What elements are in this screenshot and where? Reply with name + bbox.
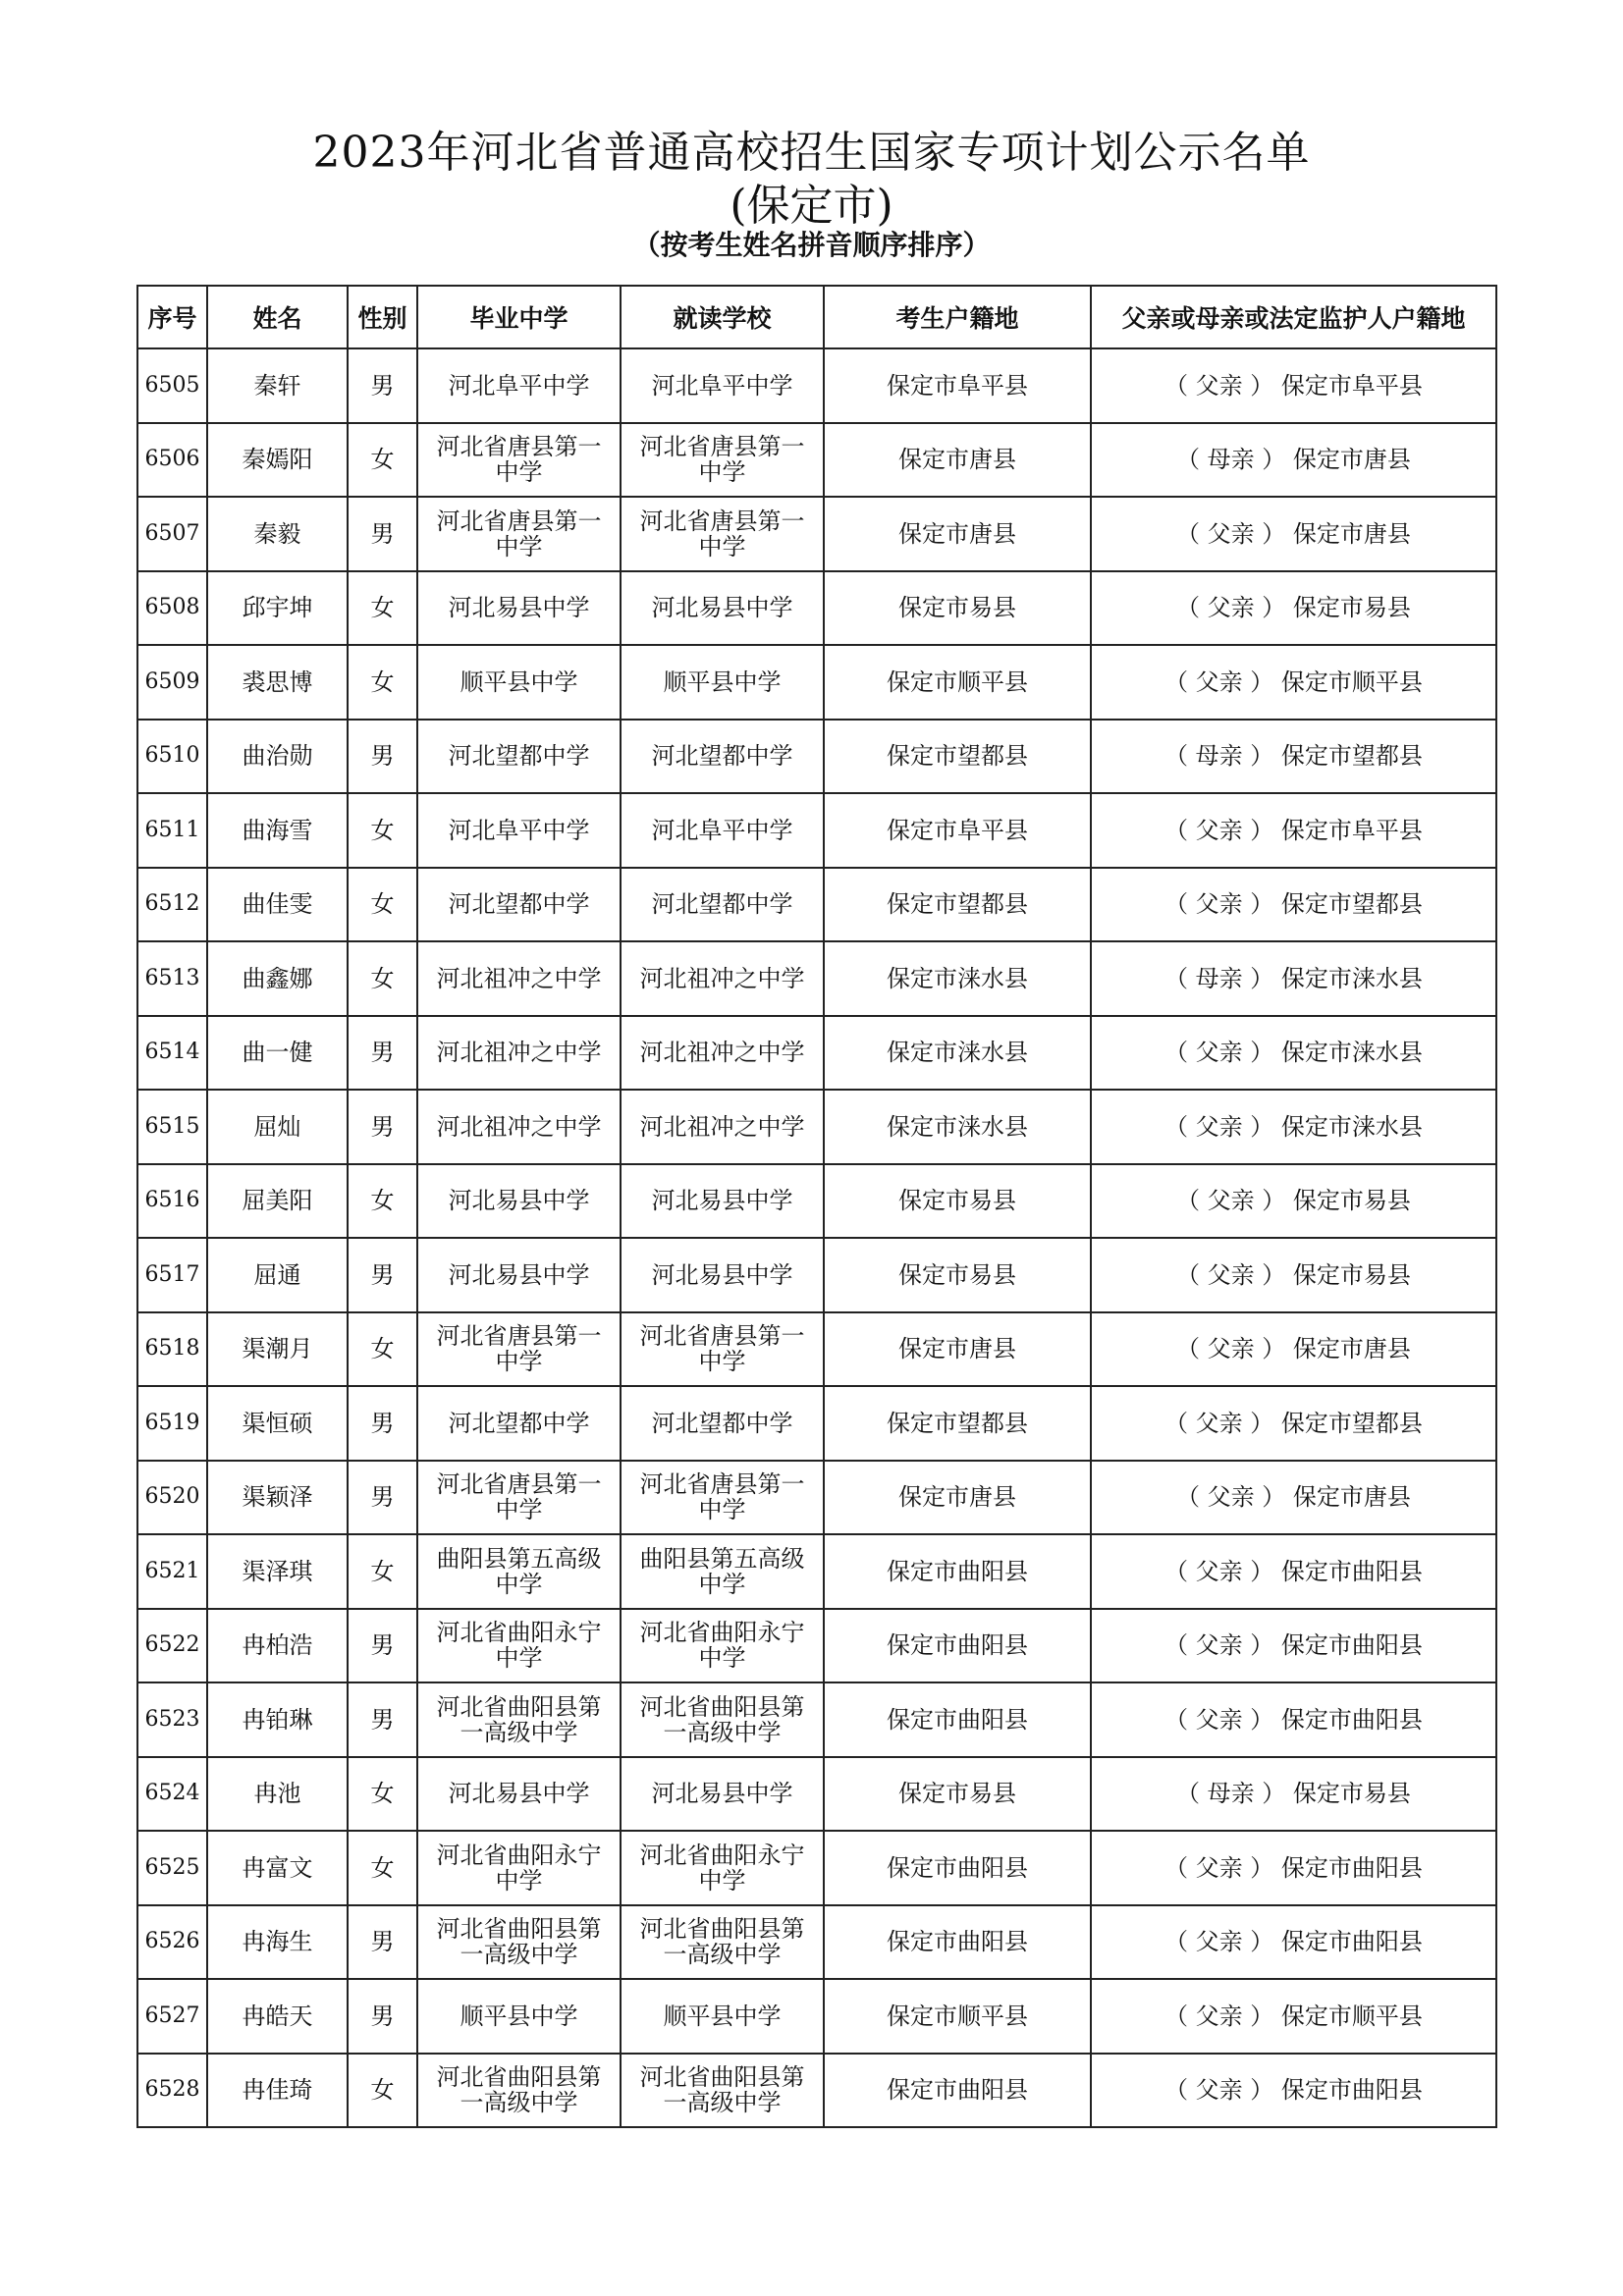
cell-graduated-school: 河北省曲阳永宁中学	[417, 1609, 621, 1683]
cell-graduated-school: 河北阜平中学	[417, 793, 621, 868]
table-row	[137, 1238, 1496, 1312]
cell-name: 渠泽琪	[207, 1534, 348, 1609]
cell-current-school: 河北祖冲之中学	[621, 1090, 824, 1164]
cell-student-hukou: 保定市曲阳县	[824, 1534, 1091, 1609]
cell-current-school: 河北省曲阳永宁中学	[621, 1609, 824, 1683]
cell-index: 6510	[137, 720, 207, 794]
cell-student-hukou: 保定市易县	[824, 1164, 1091, 1239]
cell-guardian-hukou: （ 父亲 ） 保定市阜平县	[1091, 793, 1496, 868]
cell-graduated-school: 河北祖冲之中学	[417, 1090, 621, 1164]
cell-index: 6518	[137, 1312, 207, 1387]
table-row	[137, 1979, 1496, 2054]
cell-name: 屈通	[207, 1238, 348, 1312]
document-subtitle: (保定市)	[730, 181, 893, 231]
cell-guardian-hukou: （ 父亲 ） 保定市易县	[1091, 1238, 1496, 1312]
cell-graduated-school: 曲阳县第五高级中学	[417, 1534, 621, 1609]
cell-name: 冉柏浩	[207, 1609, 348, 1683]
table-row	[137, 1461, 1496, 1535]
cell-index: 6526	[137, 1905, 207, 1980]
cell-guardian-hukou: （ 父亲 ） 保定市曲阳县	[1091, 1905, 1496, 1980]
cell-guardian-hukou: （ 父亲 ） 保定市易县	[1091, 571, 1496, 646]
table-row	[137, 941, 1496, 1016]
cell-student-hukou: 保定市曲阳县	[824, 1609, 1091, 1683]
cell-index: 6512	[137, 868, 207, 942]
cell-guardian-hukou: （ 母亲 ） 保定市易县	[1091, 1757, 1496, 1832]
header-cell-index: 序号	[137, 286, 207, 348]
cell-graduated-school: 河北阜平中学	[417, 348, 621, 423]
cell-gender: 男	[348, 1386, 417, 1461]
cell-gender: 女	[348, 941, 417, 1016]
cell-current-school: 河北省曲阳县第一高级中学	[621, 1905, 824, 1980]
cell-name: 秦嫣阳	[207, 423, 348, 498]
cell-graduated-school: 河北省唐县第一中学	[417, 423, 621, 498]
table-row	[137, 1682, 1496, 1757]
cell-student-hukou: 保定市曲阳县	[824, 1682, 1091, 1757]
cell-guardian-hukou: （ 父亲 ） 保定市易县	[1091, 1164, 1496, 1239]
cell-current-school: 河北省唐县第一中学	[621, 423, 824, 498]
cell-current-school: 曲阳县第五高级中学	[621, 1534, 824, 1609]
cell-name: 冉皓天	[207, 1979, 348, 2054]
cell-gender: 男	[348, 348, 417, 423]
cell-name: 秦轩	[207, 348, 348, 423]
cell-current-school: 河北祖冲之中学	[621, 1016, 824, 1091]
cell-graduated-school: 河北易县中学	[417, 1238, 621, 1312]
cell-guardian-hukou: （ 父亲 ） 保定市曲阳县	[1091, 1609, 1496, 1683]
cell-index: 6508	[137, 571, 207, 646]
cell-gender: 男	[348, 1682, 417, 1757]
table-row	[137, 720, 1496, 794]
cell-index: 6520	[137, 1461, 207, 1535]
cell-gender: 男	[348, 1461, 417, 1535]
cell-name: 冉佳琦	[207, 2054, 348, 2128]
cell-index: 6505	[137, 348, 207, 423]
cell-current-school: 河北省唐县第一中学	[621, 497, 824, 571]
cell-graduated-school: 河北易县中学	[417, 571, 621, 646]
cell-student-hukou: 保定市顺平县	[824, 645, 1091, 720]
header-cell-name: 姓名	[207, 286, 348, 348]
cell-current-school: 河北省曲阳县第一高级中学	[621, 1682, 824, 1757]
cell-graduated-school: 河北望都中学	[417, 1386, 621, 1461]
cell-guardian-hukou: （ 母亲 ） 保定市望都县	[1091, 720, 1496, 794]
cell-name: 秦毅	[207, 497, 348, 571]
cell-current-school: 河北阜平中学	[621, 793, 824, 868]
cell-index: 6516	[137, 1164, 207, 1239]
cell-gender: 女	[348, 2054, 417, 2128]
cell-name: 屈灿	[207, 1090, 348, 1164]
cell-gender: 女	[348, 793, 417, 868]
cell-graduated-school: 河北易县中学	[417, 1757, 621, 1832]
cell-index: 6523	[137, 1682, 207, 1757]
table-row	[137, 1016, 1496, 1091]
cell-guardian-hukou: （ 父亲 ） 保定市涞水县	[1091, 1016, 1496, 1091]
header-cell-gender: 性别	[348, 286, 417, 348]
cell-student-hukou: 保定市涞水县	[824, 941, 1091, 1016]
cell-guardian-hukou: （ 父亲 ） 保定市望都县	[1091, 868, 1496, 942]
document-title: 2023年河北省普通高校招生国家专项计划公示名单	[312, 128, 1311, 178]
cell-student-hukou: 保定市曲阳县	[824, 2054, 1091, 2128]
cell-graduated-school: 河北祖冲之中学	[417, 1016, 621, 1091]
cell-gender: 男	[348, 1090, 417, 1164]
cell-gender: 女	[348, 1164, 417, 1239]
cell-name: 裘思博	[207, 645, 348, 720]
cell-index: 6521	[137, 1534, 207, 1609]
cell-student-hukou: 保定市唐县	[824, 423, 1091, 498]
cell-gender: 男	[348, 720, 417, 794]
cell-student-hukou: 保定市曲阳县	[824, 1905, 1091, 1980]
cell-student-hukou: 保定市顺平县	[824, 1979, 1091, 2054]
cell-student-hukou: 保定市易县	[824, 1757, 1091, 1832]
roster-table	[136, 285, 1497, 2128]
table-row	[137, 348, 1496, 423]
cell-student-hukou: 保定市望都县	[824, 720, 1091, 794]
cell-guardian-hukou: （ 母亲 ） 保定市唐县	[1091, 423, 1496, 498]
roster-body	[137, 348, 1496, 2127]
cell-current-school: 河北望都中学	[621, 720, 824, 794]
cell-current-school: 河北祖冲之中学	[621, 941, 824, 1016]
cell-name: 曲治勋	[207, 720, 348, 794]
cell-guardian-hukou: （ 父亲 ） 保定市涞水县	[1091, 1090, 1496, 1164]
cell-gender: 男	[348, 497, 417, 571]
cell-student-hukou: 保定市望都县	[824, 1386, 1091, 1461]
cell-graduated-school: 河北望都中学	[417, 720, 621, 794]
cell-graduated-school: 河北省曲阳县第一高级中学	[417, 1682, 621, 1757]
cell-guardian-hukou: （ 父亲 ） 保定市唐县	[1091, 497, 1496, 571]
cell-index: 6522	[137, 1609, 207, 1683]
cell-graduated-school: 河北望都中学	[417, 868, 621, 942]
cell-gender: 女	[348, 1757, 417, 1832]
cell-current-school: 河北省曲阳永宁中学	[621, 1831, 824, 1905]
cell-current-school: 河北省唐县第一中学	[621, 1312, 824, 1387]
cell-name: 冉富文	[207, 1831, 348, 1905]
cell-guardian-hukou: （ 父亲 ） 保定市阜平县	[1091, 348, 1496, 423]
cell-guardian-hukou: （ 父亲 ） 保定市顺平县	[1091, 645, 1496, 720]
table-row	[137, 1757, 1496, 1832]
cell-graduated-school: 河北易县中学	[417, 1164, 621, 1239]
cell-gender: 男	[348, 1238, 417, 1312]
cell-student-hukou: 保定市阜平县	[824, 793, 1091, 868]
table-row	[137, 571, 1496, 646]
table-row	[137, 1164, 1496, 1239]
sort-note: （按考生姓名拼音顺序排序）	[632, 229, 991, 261]
cell-name: 渠颖泽	[207, 1461, 348, 1535]
cell-student-hukou: 保定市易县	[824, 1238, 1091, 1312]
cell-name: 曲佳雯	[207, 868, 348, 942]
cell-guardian-hukou: （ 父亲 ） 保定市唐县	[1091, 1461, 1496, 1535]
table-row	[137, 1905, 1496, 1980]
table-row	[137, 497, 1496, 571]
table-row	[137, 423, 1496, 498]
cell-index: 6525	[137, 1831, 207, 1905]
cell-student-hukou: 保定市唐县	[824, 497, 1091, 571]
cell-current-school: 河北望都中学	[621, 868, 824, 942]
cell-index: 6515	[137, 1090, 207, 1164]
cell-guardian-hukou: （ 母亲 ） 保定市涞水县	[1091, 941, 1496, 1016]
cell-current-school: 顺平县中学	[621, 1979, 824, 2054]
cell-graduated-school: 河北省曲阳县第一高级中学	[417, 1905, 621, 1980]
table-row	[137, 1609, 1496, 1683]
cell-index: 6506	[137, 423, 207, 498]
cell-gender: 女	[348, 868, 417, 942]
cell-graduated-school: 顺平县中学	[417, 1979, 621, 2054]
header-cell-guardian-hukou: 父亲或母亲或法定监护人户籍地	[1091, 286, 1496, 348]
table-row	[137, 1312, 1496, 1387]
cell-index: 6524	[137, 1757, 207, 1832]
cell-name: 曲鑫娜	[207, 941, 348, 1016]
cell-student-hukou: 保定市曲阳县	[824, 1831, 1091, 1905]
table-row	[137, 645, 1496, 720]
cell-graduated-school: 河北省唐县第一中学	[417, 1312, 621, 1387]
cell-gender: 女	[348, 1312, 417, 1387]
cell-student-hukou: 保定市阜平县	[824, 348, 1091, 423]
cell-current-school: 河北易县中学	[621, 1164, 824, 1239]
cell-gender: 男	[348, 1609, 417, 1683]
cell-student-hukou: 保定市易县	[824, 571, 1091, 646]
cell-guardian-hukou: （ 父亲 ） 保定市曲阳县	[1091, 1534, 1496, 1609]
cell-guardian-hukou: （ 父亲 ） 保定市唐县	[1091, 1312, 1496, 1387]
cell-index: 6527	[137, 1979, 207, 2054]
cell-index: 6519	[137, 1386, 207, 1461]
table-row	[137, 1534, 1496, 1609]
cell-name: 渠潮月	[207, 1312, 348, 1387]
cell-index: 6517	[137, 1238, 207, 1312]
cell-name: 邱宇坤	[207, 571, 348, 646]
cell-graduated-school: 河北祖冲之中学	[417, 941, 621, 1016]
header-cell-graduated-school: 毕业中学	[417, 286, 621, 348]
cell-index: 6528	[137, 2054, 207, 2128]
cell-current-school: 河北易县中学	[621, 1757, 824, 1832]
cell-guardian-hukou: （ 父亲 ） 保定市曲阳县	[1091, 1831, 1496, 1905]
cell-graduated-school: 顺平县中学	[417, 645, 621, 720]
cell-student-hukou: 保定市唐县	[824, 1461, 1091, 1535]
cell-graduated-school: 河北省唐县第一中学	[417, 1461, 621, 1535]
cell-current-school: 河北易县中学	[621, 571, 824, 646]
cell-index: 6513	[137, 941, 207, 1016]
cell-gender: 男	[348, 1979, 417, 2054]
cell-index: 6509	[137, 645, 207, 720]
table-row	[137, 2054, 1496, 2128]
cell-gender: 女	[348, 423, 417, 498]
cell-gender: 女	[348, 645, 417, 720]
cell-graduated-school: 河北省唐县第一中学	[417, 497, 621, 571]
cell-current-school: 河北阜平中学	[621, 348, 824, 423]
cell-index: 6507	[137, 497, 207, 571]
cell-current-school: 顺平县中学	[621, 645, 824, 720]
cell-current-school: 河北省曲阳县第一高级中学	[621, 2054, 824, 2128]
cell-gender: 男	[348, 1905, 417, 1980]
cell-gender: 女	[348, 1831, 417, 1905]
cell-guardian-hukou: （ 父亲 ） 保定市曲阳县	[1091, 2054, 1496, 2128]
header-row	[137, 286, 1496, 348]
cell-guardian-hukou: （ 父亲 ） 保定市顺平县	[1091, 1979, 1496, 2054]
cell-gender: 女	[348, 1534, 417, 1609]
cell-student-hukou: 保定市涞水县	[824, 1016, 1091, 1091]
table-row	[137, 1386, 1496, 1461]
cell-name: 冉铂琳	[207, 1682, 348, 1757]
cell-graduated-school: 河北省曲阳永宁中学	[417, 1831, 621, 1905]
cell-name: 屈美阳	[207, 1164, 348, 1239]
cell-name: 冉海生	[207, 1905, 348, 1980]
table-row	[137, 1831, 1496, 1905]
cell-name: 冉池	[207, 1757, 348, 1832]
header-cell-student-hukou: 考生户籍地	[824, 286, 1091, 348]
cell-current-school: 河北望都中学	[621, 1386, 824, 1461]
cell-gender: 女	[348, 571, 417, 646]
cell-name: 渠恒硕	[207, 1386, 348, 1461]
cell-guardian-hukou: （ 父亲 ） 保定市曲阳县	[1091, 1682, 1496, 1757]
cell-student-hukou: 保定市望都县	[824, 868, 1091, 942]
cell-guardian-hukou: （ 父亲 ） 保定市望都县	[1091, 1386, 1496, 1461]
table-row	[137, 1090, 1496, 1164]
cell-graduated-school: 河北省曲阳县第一高级中学	[417, 2054, 621, 2128]
cell-student-hukou: 保定市涞水县	[824, 1090, 1091, 1164]
cell-current-school: 河北省唐县第一中学	[621, 1461, 824, 1535]
table-row	[137, 868, 1496, 942]
header-cell-current-school: 就读学校	[621, 286, 824, 348]
cell-index: 6514	[137, 1016, 207, 1091]
cell-student-hukou: 保定市唐县	[824, 1312, 1091, 1387]
table-row	[137, 793, 1496, 868]
cell-current-school: 河北易县中学	[621, 1238, 824, 1312]
cell-index: 6511	[137, 793, 207, 868]
cell-name: 曲一健	[207, 1016, 348, 1091]
cell-name: 曲海雪	[207, 793, 348, 868]
cell-gender: 男	[348, 1016, 417, 1091]
